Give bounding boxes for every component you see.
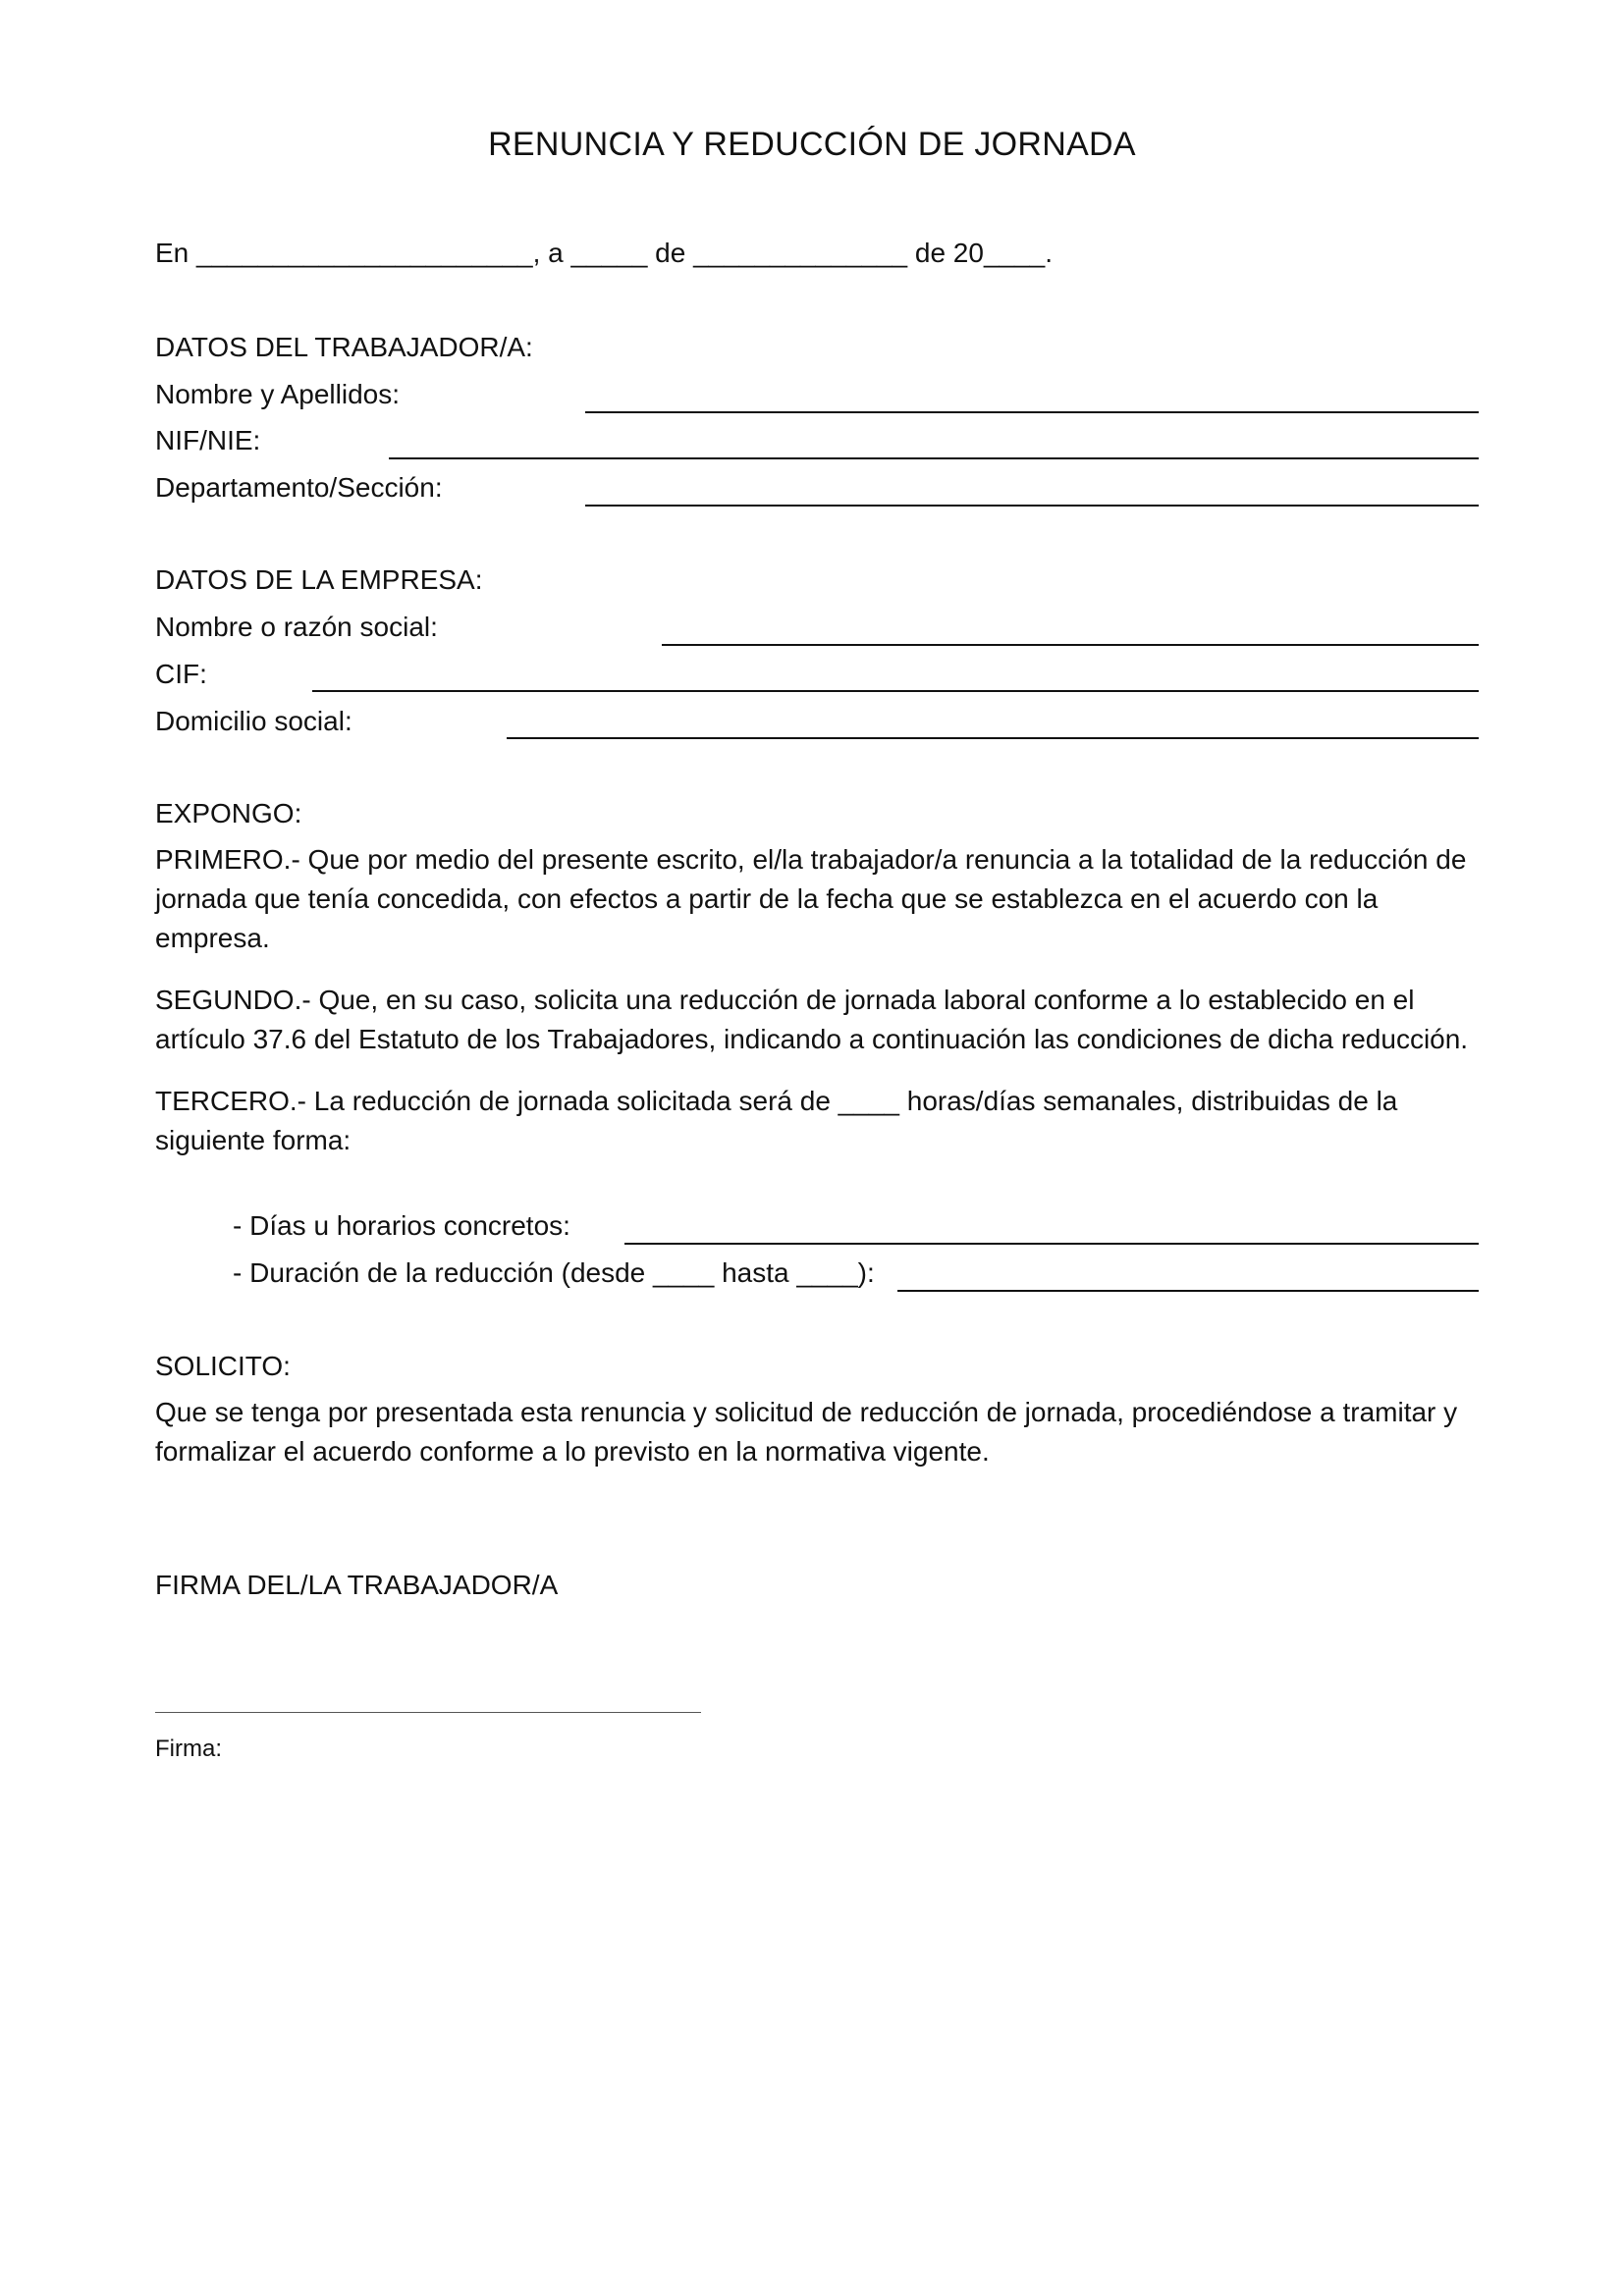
solicito-paragraph: Que se tenga por presentada esta renuncia y solicitud de reducción de jornada, procediéndose a tramitar y formalizar el acuerdo conforme a lo previsto en la normativa vigente. bbox=[155, 1397, 1458, 1467]
duration-label: - Duración de la reducción (desde ____ hasta ____): bbox=[233, 1257, 875, 1288]
expongo-heading: EXPONGO: bbox=[155, 798, 302, 828]
company-name-field[interactable] bbox=[662, 644, 1479, 646]
worker-nif-label: NIF/NIE: bbox=[155, 425, 261, 455]
signature-line[interactable] bbox=[155, 1712, 701, 1713]
duration-field[interactable] bbox=[897, 1290, 1479, 1292]
solicito-heading: SOLICITO: bbox=[155, 1351, 291, 1381]
days-schedule-label: - Días u horarios concretos: bbox=[233, 1210, 570, 1241]
worker-name-field[interactable] bbox=[585, 411, 1479, 413]
worker-nif-field[interactable] bbox=[389, 457, 1479, 459]
company-cif-label: CIF: bbox=[155, 659, 207, 689]
document-title: RENUNCIA Y REDUCCIÓN DE JORNADA bbox=[488, 126, 1136, 163]
worker-section-heading: DATOS DEL TRABAJADOR/A: bbox=[155, 332, 533, 362]
primero-paragraph: PRIMERO.- Que por medio del presente escrito, el/la trabajador/a renuncia a la totalidad de la reducción de jornada que tenía concedida, con efectos a partir de la fecha que se establezca en el acuerdo con la empresa. bbox=[155, 844, 1467, 953]
worker-department-field[interactable] bbox=[585, 505, 1479, 507]
tercero-paragraph: TERCERO.- La reducción de jornada solicitada será de ____ horas/días semanales, distribuidas de la siguiente forma: bbox=[155, 1086, 1398, 1155]
company-address-field[interactable] bbox=[507, 737, 1479, 739]
signature-heading: FIRMA DEL/LA TRABAJADOR/A bbox=[155, 1570, 559, 1600]
company-name-label: Nombre o razón social: bbox=[155, 612, 438, 642]
segundo-paragraph: SEGUNDO.- Que, en su caso, solicita una reducción de jornada laboral conforme a lo establecido en el artículo 37.6 del Estatuto de los Trabajadores, indicando a continuación las condiciones de dicha reducción. bbox=[155, 985, 1469, 1054]
signature-label: Firma: bbox=[155, 1735, 222, 1762]
worker-department-label: Departamento/Sección: bbox=[155, 472, 443, 503]
company-address-label: Domicilio social: bbox=[155, 706, 352, 736]
days-schedule-field[interactable] bbox=[624, 1243, 1479, 1245]
date-line[interactable]: En ______________________, a _____ de ______________ de 20____. bbox=[155, 238, 1054, 268]
company-cif-field[interactable] bbox=[312, 690, 1479, 692]
worker-name-label: Nombre y Apellidos: bbox=[155, 379, 401, 409]
company-section-heading: DATOS DE LA EMPRESA: bbox=[155, 564, 483, 595]
